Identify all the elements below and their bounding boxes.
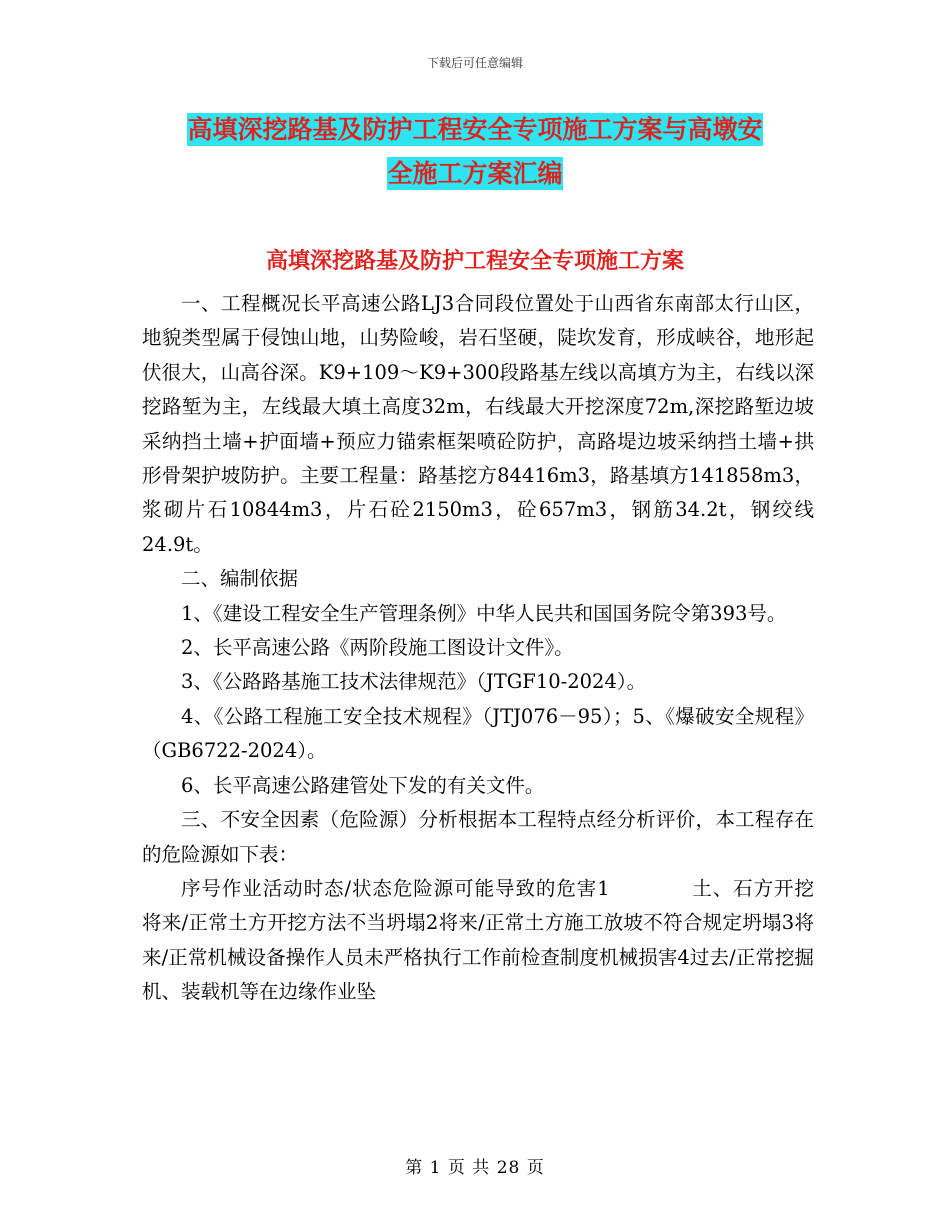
header-note: 下载后可任意编辑 (426, 56, 523, 70)
paragraph-hazard-table: 序号作业活动时态/状态危险源可能导致的危害1 土、石方开挖 将来/正常土方开挖方法不当坍塌2将来/正常土方施工放坡不符合规定坍塌3将来/正常机械设备操作人员未严格执行工作前检查制度机械损害4过去/正常挖掘机、装载机等在边缘作业坠 (142, 876, 932, 1004)
document-title-line-1-text: 高填深挖路基及防护工程安全专项施工方案与高墩安 (187, 115, 763, 144)
paragraph-basis-4-5: 4、《公路工程施工安全技术规程》（JTJ076－95）；5、《爆破安全规程》（GB6722-2024）。 (142, 704, 814, 763)
document-title-line-2 (140, 152, 810, 196)
document-title-line-1 (140, 108, 810, 152)
paragraph-basis-6: 6、长平高速公路建管处下发的有关文件。 (181, 773, 545, 797)
paragraph-hazard-analysis: 三、不安全因素（危险源）分析根据本工程特点经分析评价，本工程存在的危险源如下表： (142, 808, 814, 866)
paragraph-basis-2: 2、长平高速公路《两阶段施工图设计文件》。 (181, 636, 574, 660)
document-title-line-2-text: 全施工方案汇编 (387, 159, 563, 188)
paragraph-project-overview: 一、工程概况长平高速公路LJ3合同段位置处于山西省东南部太行山区，地貌类型属于侵蚀山地，山势险峻，岩石坚硬，陡坎发育，形成峡谷，地形起伏很大，山高谷深。K9+109～K9+300段路基左线以高填方为主，右线以深挖路堑为主，左线最大填土高度32m，右线最大开挖深度72m,深挖路堑边坡采纳挡土墙+护面墙+预应力锚索框架喷砼防护，高路堤边坡采纳挡土墙+拱形骨架护坡防护。主要工程量：路基挖方84416m3，路基填方141858m3，浆砌片石10844m3，片石砼2150m3，砼657m3，钢筋34.2t，钢绞线24.9t。 (142, 292, 814, 556)
section-title: 高填深挖路基及防护工程安全专项施工方案 (265, 248, 684, 274)
paragraph-basis-1: 1、《建设工程安全生产管理条例》中华人民共和国国务院令第393号。 (181, 601, 787, 625)
paragraph-heading-basis: 二、编制依据 (181, 567, 299, 591)
body-text (142, 287, 932, 1010)
page-footer: 第 1 页 共 28 页 (405, 1158, 545, 1178)
paragraph-basis-3: 3、《公路路基施工技术法律规范》（JTGF10-2024）。 (181, 670, 647, 694)
